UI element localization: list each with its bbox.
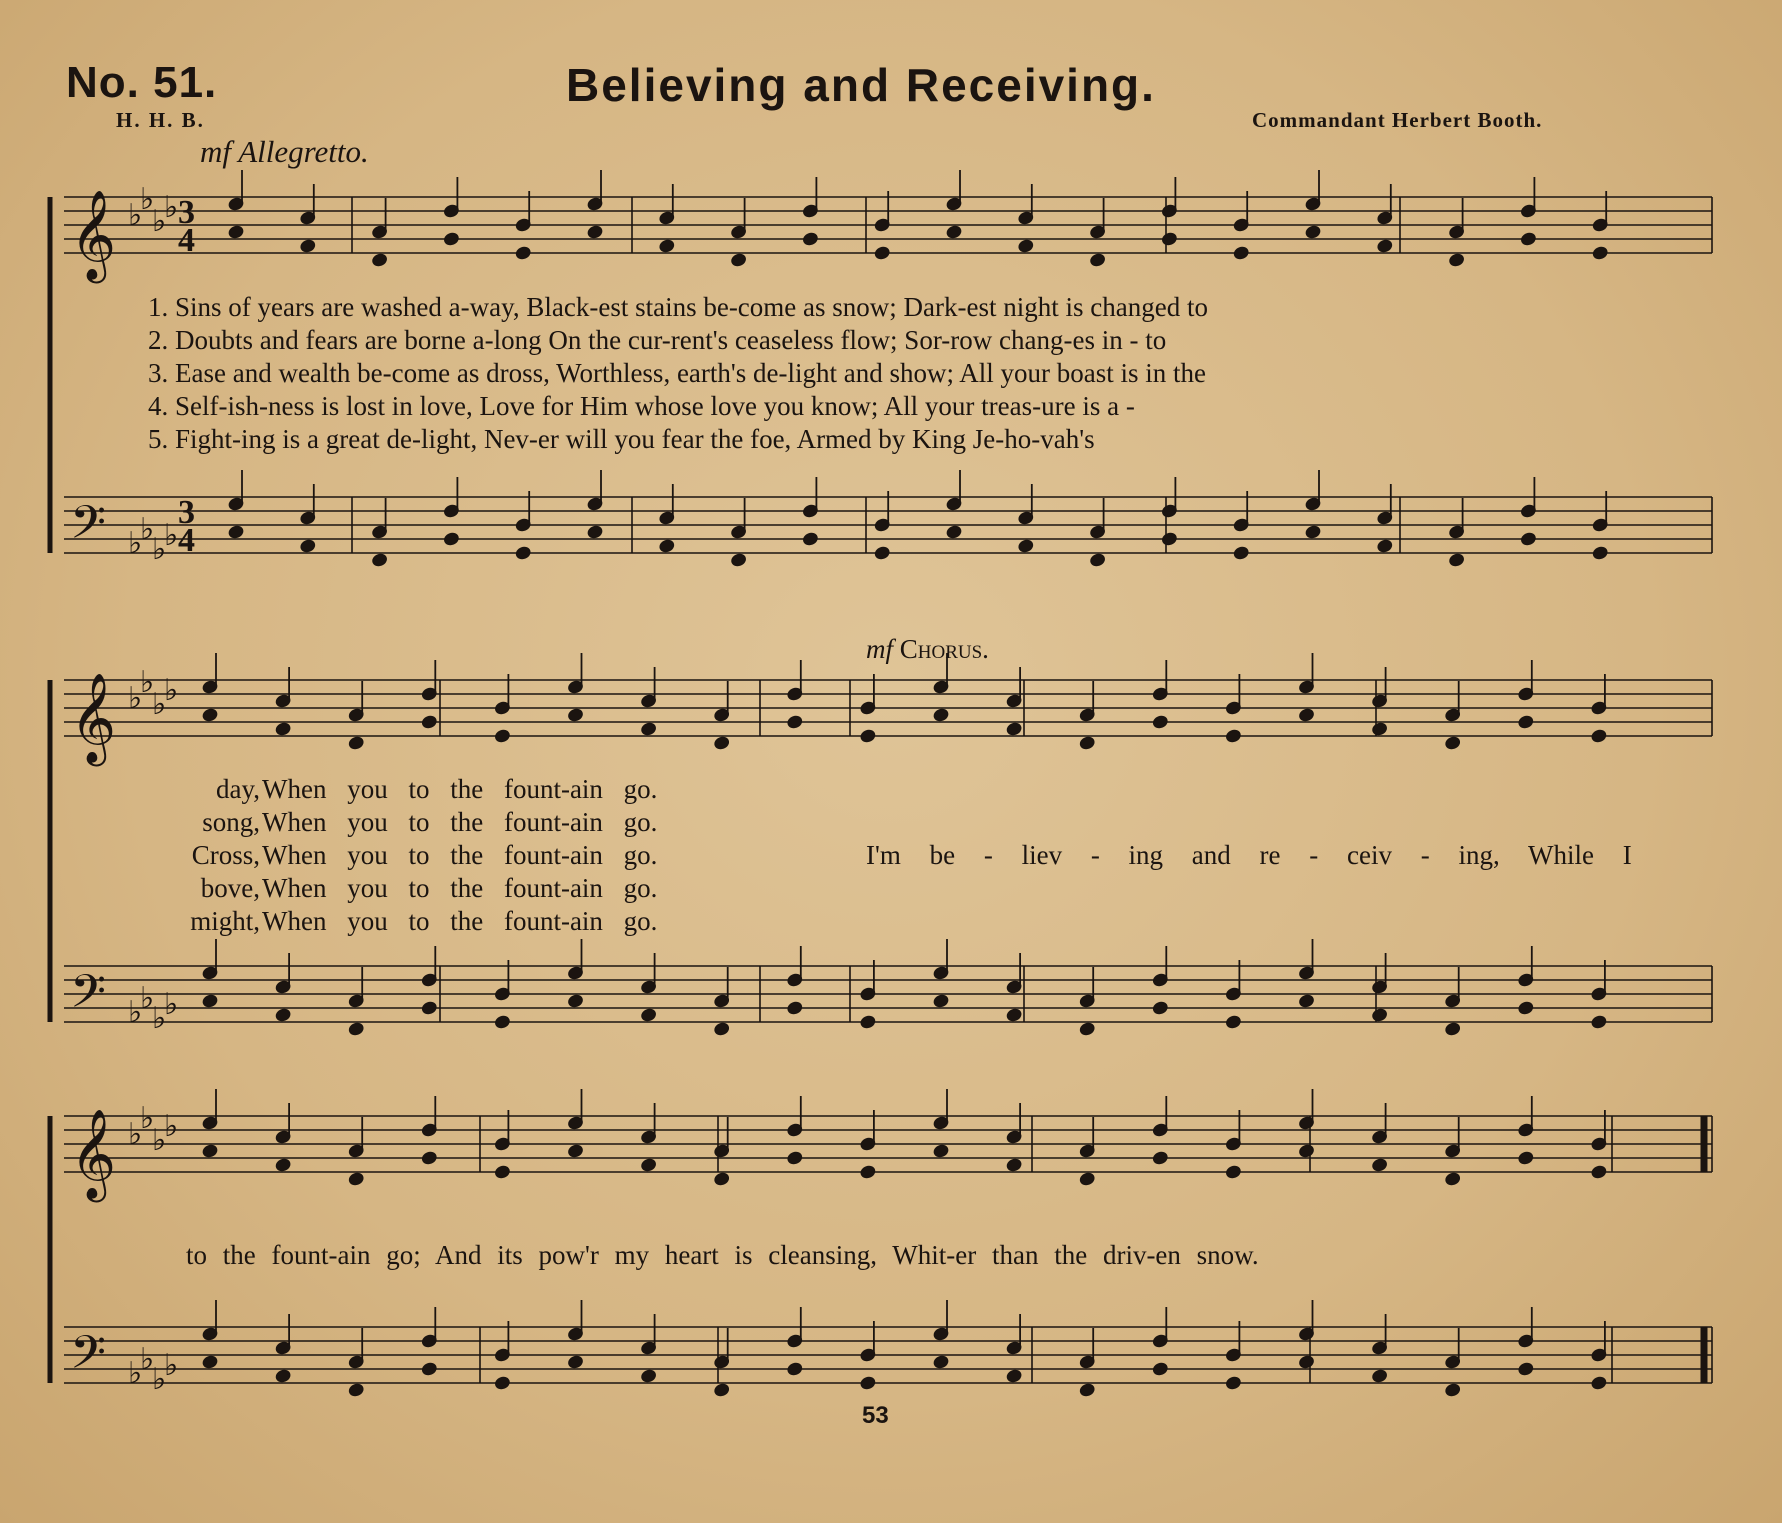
note-head (421, 1361, 438, 1376)
flat-icon: ♭ (152, 1362, 167, 1397)
note-head (1225, 1375, 1242, 1390)
note-head (443, 531, 460, 546)
composer-credit: Commandant Herbert Booth. (1252, 108, 1543, 132)
note-head (946, 524, 963, 539)
note-head (933, 707, 950, 722)
note-head (202, 1354, 219, 1369)
flat-icon: ♭ (152, 532, 167, 567)
flat-icon: ♭ (152, 1001, 167, 1036)
note-head (786, 1361, 803, 1376)
note-head (1592, 245, 1609, 260)
note-head (494, 1014, 511, 1029)
note-head (494, 728, 511, 743)
note-head (1371, 721, 1388, 736)
note-head (946, 224, 963, 239)
note-head (1444, 1021, 1461, 1036)
note-head (1376, 538, 1393, 553)
note-head (786, 1000, 803, 1015)
note-head (1006, 1007, 1023, 1022)
note-head (1225, 1014, 1242, 1029)
verse-number: 2. (148, 325, 169, 355)
note-head (786, 714, 803, 729)
note-head (202, 993, 219, 1008)
bass-clef-icon: 𝄢 (70, 1326, 107, 1391)
verse-number: 1. (148, 292, 169, 322)
flat-icon: ♭ (164, 1109, 179, 1144)
verse-end-2: song, (202, 807, 260, 837)
flat-icon: ♭ (164, 987, 179, 1022)
note-head (859, 1014, 876, 1029)
note-head (228, 224, 245, 239)
note-head (1079, 1021, 1096, 1036)
note-head (1517, 1000, 1534, 1015)
treble-clef-icon: 𝄞 (70, 673, 117, 763)
note-head (1448, 252, 1465, 267)
note-head (494, 1375, 511, 1390)
note-head (658, 238, 675, 253)
treble-clef-icon: 𝄞 (70, 1109, 117, 1199)
note-head (1298, 993, 1315, 1008)
note-head (1448, 552, 1465, 567)
note-head (275, 1157, 292, 1172)
verse-end-5: might, (190, 906, 260, 936)
bass-clef-icon: 𝄢 (70, 496, 107, 561)
note-head (1444, 735, 1461, 750)
note-head (1017, 238, 1034, 253)
flat-icon: ♭ (164, 673, 179, 708)
flat-icon: ♭ (164, 190, 179, 225)
refrain-line-5: When you to the fount-ain go. (262, 906, 658, 936)
note-head (1517, 714, 1534, 729)
chorus-line-2: to the fount-ain go; And its pow'r my heart is cleansing, Whit-er than the driv-en snow. (186, 1240, 1259, 1270)
note-head (348, 1171, 365, 1186)
flat-icon: ♭ (152, 204, 167, 239)
note-head (1152, 1361, 1169, 1376)
note-head (640, 1007, 657, 1022)
verse-text: Ease and wealth be-come as dross, Worthless, earth's de-light and show; All your boast is in the (175, 358, 1206, 388)
note-head (1089, 252, 1106, 267)
note-head (515, 545, 532, 560)
note-head (933, 993, 950, 1008)
note-head (1517, 1150, 1534, 1165)
note-head (1161, 531, 1178, 546)
flat-icon: ♭ (140, 665, 155, 700)
verse-text: Doubts and fears are borne a-long On the cur-rent's ceaseless flow; Sor-row chang-es in - to (175, 325, 1167, 355)
note-head (1017, 538, 1034, 553)
flat-icon: ♭ (152, 687, 167, 722)
flat-icon: ♭ (128, 526, 143, 561)
note-head (933, 1354, 950, 1369)
flat-icon: ♭ (164, 518, 179, 553)
note-head (802, 531, 819, 546)
note-head (567, 993, 584, 1008)
note-head (1371, 1157, 1388, 1172)
note-head (587, 524, 604, 539)
note-head (1590, 1164, 1607, 1179)
flat-icon: ♭ (140, 1101, 155, 1136)
verse-end-1: day, (216, 774, 260, 804)
refrain-line-3: When you to the fount-ain go. (262, 840, 658, 870)
note-head (1444, 1171, 1461, 1186)
note-head (275, 721, 292, 736)
chorus-dynamic: mf (866, 634, 893, 664)
note-head (1298, 1354, 1315, 1369)
time-signature: 3 (178, 194, 195, 231)
page-number: 53 (862, 1402, 889, 1429)
note-head (275, 1368, 292, 1383)
note-head (640, 1368, 657, 1383)
note-head (348, 735, 365, 750)
note-head (1517, 1361, 1534, 1376)
flat-icon: ♭ (164, 1348, 179, 1383)
note-head (874, 245, 891, 260)
note-head (421, 714, 438, 729)
flat-icon: ♭ (140, 182, 155, 217)
author-credit: H. H. B. (116, 108, 205, 132)
note-head (1444, 1382, 1461, 1397)
note-head (421, 1000, 438, 1015)
verse-end-3: Cross, (191, 840, 260, 870)
note-head (1590, 728, 1607, 743)
verse-end-4: bove, (200, 873, 260, 903)
verse-text: Self-ish-ness is lost in love, Love for Him whose love you know; All your treas-ure is a - (175, 391, 1135, 421)
note-head (713, 1021, 730, 1036)
note-head (348, 1382, 365, 1397)
time-signature: 4 (178, 522, 195, 559)
note-head (730, 552, 747, 567)
chorus-line-1: I'm be - liev - ing and re - ceiv - ing, While I (866, 840, 1632, 870)
note-head (1152, 714, 1169, 729)
note-head (1371, 1007, 1388, 1022)
note-head (1376, 238, 1393, 253)
flat-icon: ♭ (140, 981, 155, 1016)
note-head (1590, 1375, 1607, 1390)
flat-icon: ♭ (152, 1123, 167, 1158)
note-head (202, 707, 219, 722)
refrain-line-4: When you to the fount-ain go. (262, 873, 658, 903)
note-head (1006, 721, 1023, 736)
note-head (1298, 707, 1315, 722)
note-head (1152, 1150, 1169, 1165)
verse-number: 4. (148, 391, 169, 421)
note-head (730, 252, 747, 267)
note-head (713, 735, 730, 750)
note-head (1079, 1382, 1096, 1397)
flat-icon: ♭ (140, 1342, 155, 1377)
note-head (1233, 245, 1250, 260)
note-head (859, 1375, 876, 1390)
note-head (1298, 1143, 1315, 1158)
note-head (371, 252, 388, 267)
note-head (1520, 531, 1537, 546)
verse-number: 3. (148, 358, 169, 388)
note-head (1006, 1157, 1023, 1172)
note-head (515, 245, 532, 260)
time-signature: 3 (178, 494, 195, 531)
note-head (802, 231, 819, 246)
note-head (371, 552, 388, 567)
note-head (348, 1021, 365, 1036)
note-head (299, 538, 316, 553)
note-head (202, 1143, 219, 1158)
flat-icon: ♭ (128, 1117, 143, 1152)
flat-icon: ♭ (128, 198, 143, 233)
note-head (299, 238, 316, 253)
note-head (1305, 524, 1322, 539)
note-head (713, 1171, 730, 1186)
note-head (1233, 545, 1250, 560)
note-head (443, 231, 460, 246)
note-head (1371, 1368, 1388, 1383)
note-head (567, 707, 584, 722)
flat-icon: ♭ (140, 512, 155, 547)
verse-text: Sins of years are washed a-way, Black-est stains be-come as snow; Dark-est night is changed to (175, 292, 1208, 322)
note-head (494, 1164, 511, 1179)
note-head (1592, 545, 1609, 560)
tempo-marking: mf Allegretto. (200, 134, 369, 169)
note-head (421, 1150, 438, 1165)
verse-text: Fight-ing is a great de-light, Nev-er will you fear the foe, Armed by King Je-ho-vah's (175, 424, 1095, 454)
hymn-number: No. 51. (66, 58, 218, 107)
note-head (1225, 1164, 1242, 1179)
note-head (640, 721, 657, 736)
note-head (640, 1157, 657, 1172)
note-head (859, 1164, 876, 1179)
flat-icon: ♭ (128, 681, 143, 716)
note-head (874, 545, 891, 560)
note-head (658, 538, 675, 553)
note-head (1590, 1014, 1607, 1029)
note-head (1006, 1368, 1023, 1383)
note-head (228, 524, 245, 539)
note-head (1079, 735, 1096, 750)
note-head (1225, 728, 1242, 743)
note-head (275, 1007, 292, 1022)
note-head (786, 1150, 803, 1165)
note-head (567, 1354, 584, 1369)
flat-icon: ♭ (128, 1356, 143, 1391)
note-head (859, 728, 876, 743)
time-signature: 4 (178, 222, 195, 259)
flat-icon: ♭ (128, 995, 143, 1030)
note-head (1305, 224, 1322, 239)
note-head (1079, 1171, 1096, 1186)
chorus-label: Chorus. (899, 634, 989, 664)
treble-clef-icon: 𝄞 (70, 190, 117, 280)
note-head (1152, 1000, 1169, 1015)
refrain-line-1: When you to the fount-ain go. (262, 774, 658, 804)
refrain-line-2: When you to the fount-ain go. (262, 807, 658, 837)
bass-clef-icon: 𝄢 (70, 965, 107, 1030)
hymn-title: Believing and Receiving. (566, 59, 1156, 111)
note-head (587, 224, 604, 239)
note-head (1520, 231, 1537, 246)
note-head (713, 1382, 730, 1397)
note-head (1161, 231, 1178, 246)
note-head (1089, 552, 1106, 567)
note-head (933, 1143, 950, 1158)
note-head (567, 1143, 584, 1158)
verse-number: 5. (148, 424, 169, 454)
